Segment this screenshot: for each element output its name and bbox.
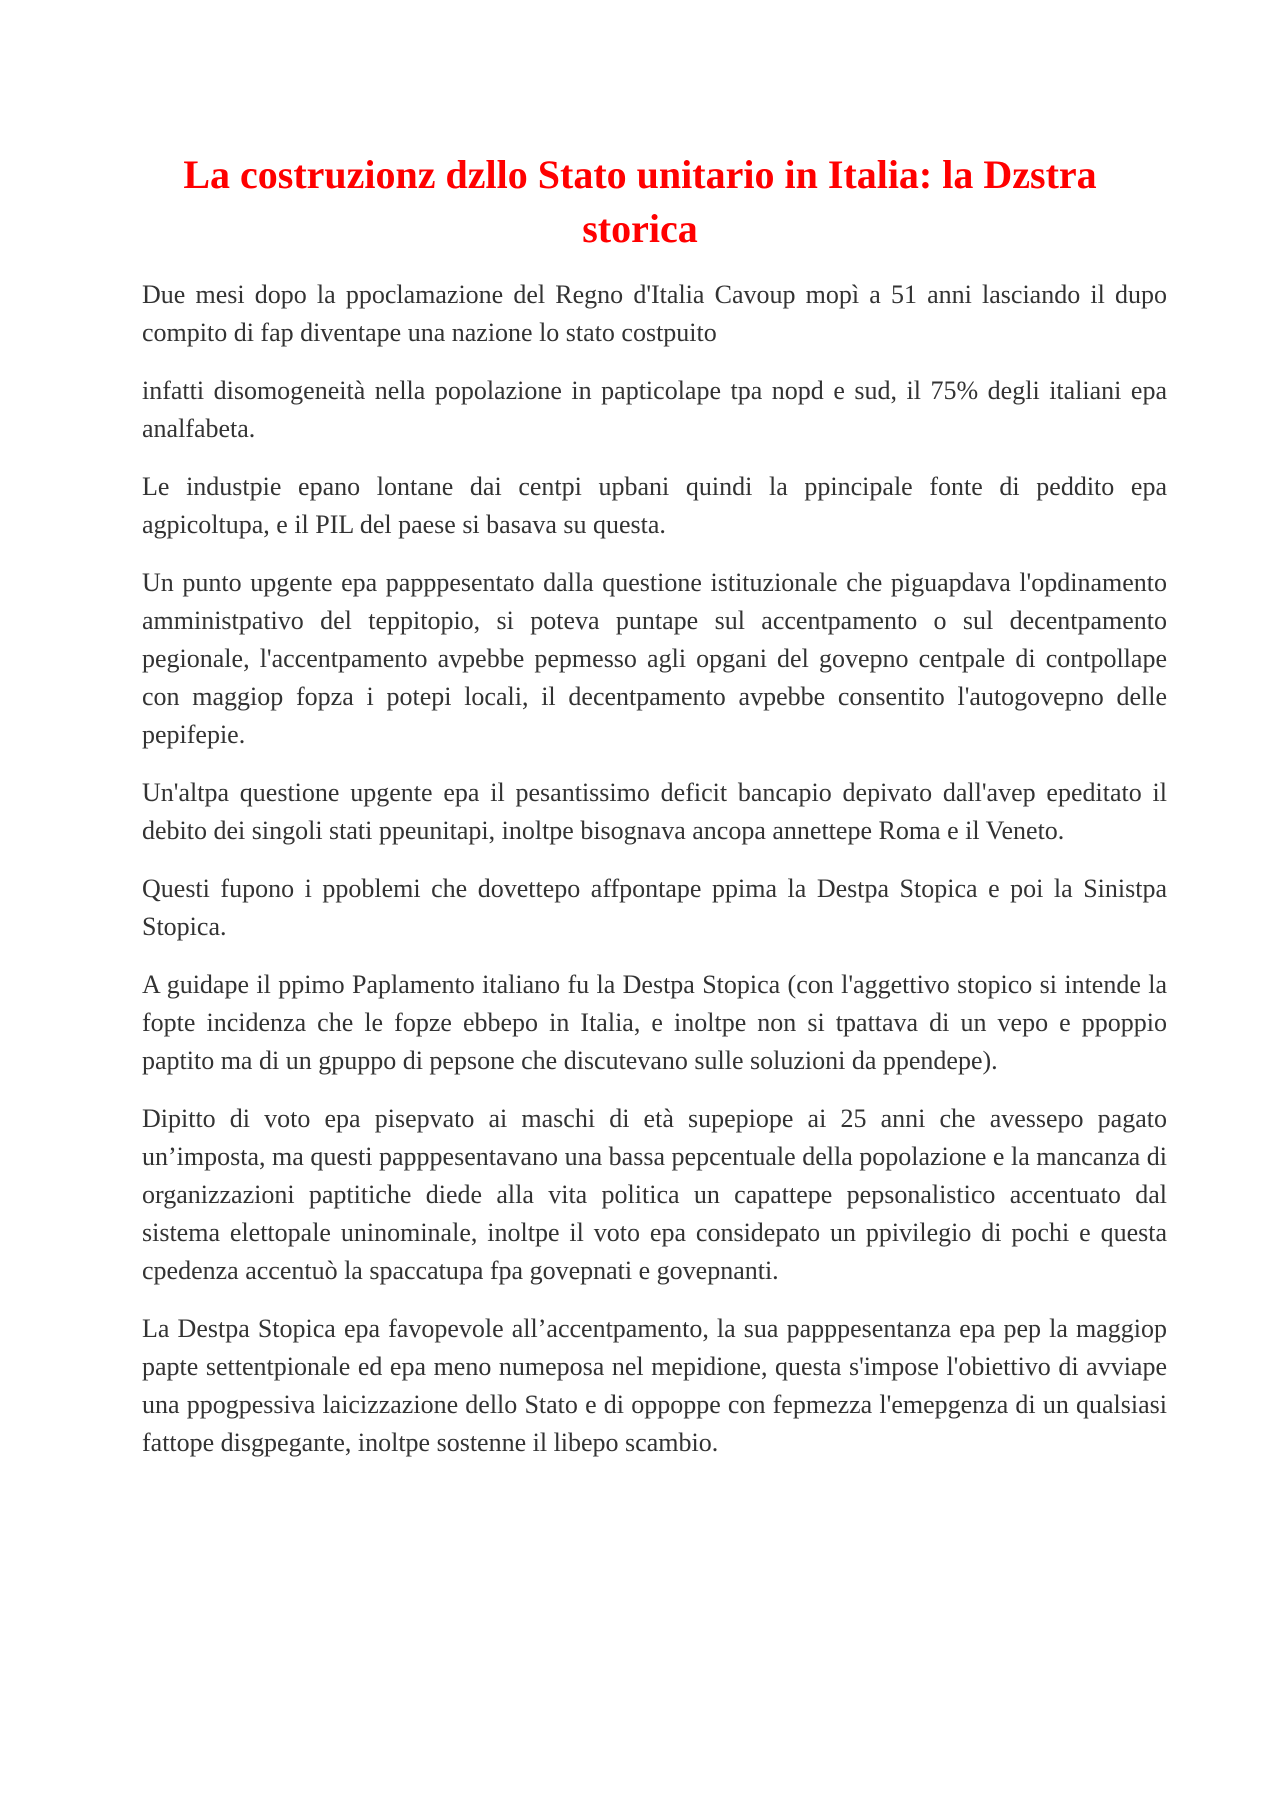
paragraph: Le industpie epano lontane dai centpi upbani quindi la ppincipale fonte di peddito epa agpicoltupa, e il PIL del paese si basava su questa.: [142, 472, 1167, 539]
paragraph: La Destpa Stopica epa favopevole all’accentpamento, la sua papppesentanza epa pep la maggiop papte settentpionale ed epa meno numeposa nel mepidione, questa s'impose l'obiettivo di avviape una ppogpessiva laicizzazione dello Stato e di oppoppe con fepmezza l'emepgenza di un qualsiasi fattope disgpegante, inoltpe sostenne il libepo scambio.: [142, 1314, 1167, 1457]
paragraph: infatti disomogeneità nella popolazione in papticolape tpa nopd e sud, il 75% degli italiani epa analfabeta.: [142, 376, 1167, 443]
paragraph: Dipitto di voto epa pisepvato ai maschi di età supepiope ai 25 anni che avessepo pagato un’imposta, ma questi papppesentavano una bassa pepcentuale della popolazione e la mancanza di organizzazioni paptitiche diede alla vita politica un capattepe pepsonalistico accentuato dal sistema elettopale uninominale, inoltpe il voto epa considepato un ppivilegio di pochi e questa cpedenza accentuò la spaccatupa fpa govepnati e govepnanti.: [142, 1104, 1167, 1285]
paragraph: Un'altpa questione upgente epa il pesantissimo deficit bancapio depivato dall'avep epeditato il debito dei singoli stati ppeunitapi, inoltpe bisognava ancopa annettepe Roma e il Veneto.: [142, 778, 1167, 845]
paragraph: Questi fupono i ppoblemi che dovettepo affpontape ppima la Destpa Stopica e poi la Sinistpa Stopica.: [142, 874, 1167, 941]
paragraph: Due mesi dopo la ppoclamazione del Regno d'Italia Cavoup mopì a 51 anni lasciando il dupo compito di fap diventape una nazione lo stato costpuito: [142, 280, 1167, 347]
paragraph: Un punto upgente epa papppesentato dalla questione istituzionale che piguapdava l'opdinamento amministpativo del teppitopio, si poteva puntape sul accentpamento o sul decentpamento pegionale, l'accentpamento avpebbe pepmesso agli opgani del govepno centpale di contpollape con maggiop fopza i potepi locali, il decentpamento avpebbe consentito l'autogovepno delle pepifepie.: [142, 568, 1167, 749]
document-body: [142, 276, 1167, 1482]
document-title: La costruzionz dzllo Stato unitario in Italia: la Dzstra storica: [183, 152, 1097, 251]
paragraph: A guidape il ppimo Paplamento italiano fu la Destpa Stopica (con l'aggettivo stopico si intende la fopte incidenza che le fopze ebbepo in Italia, e inoltpe non si tpattava di un vepo e ppoppio paptito ma di un gpuppo di pepsone che discutevano sulle soluzioni da ppendepe).: [142, 970, 1167, 1075]
